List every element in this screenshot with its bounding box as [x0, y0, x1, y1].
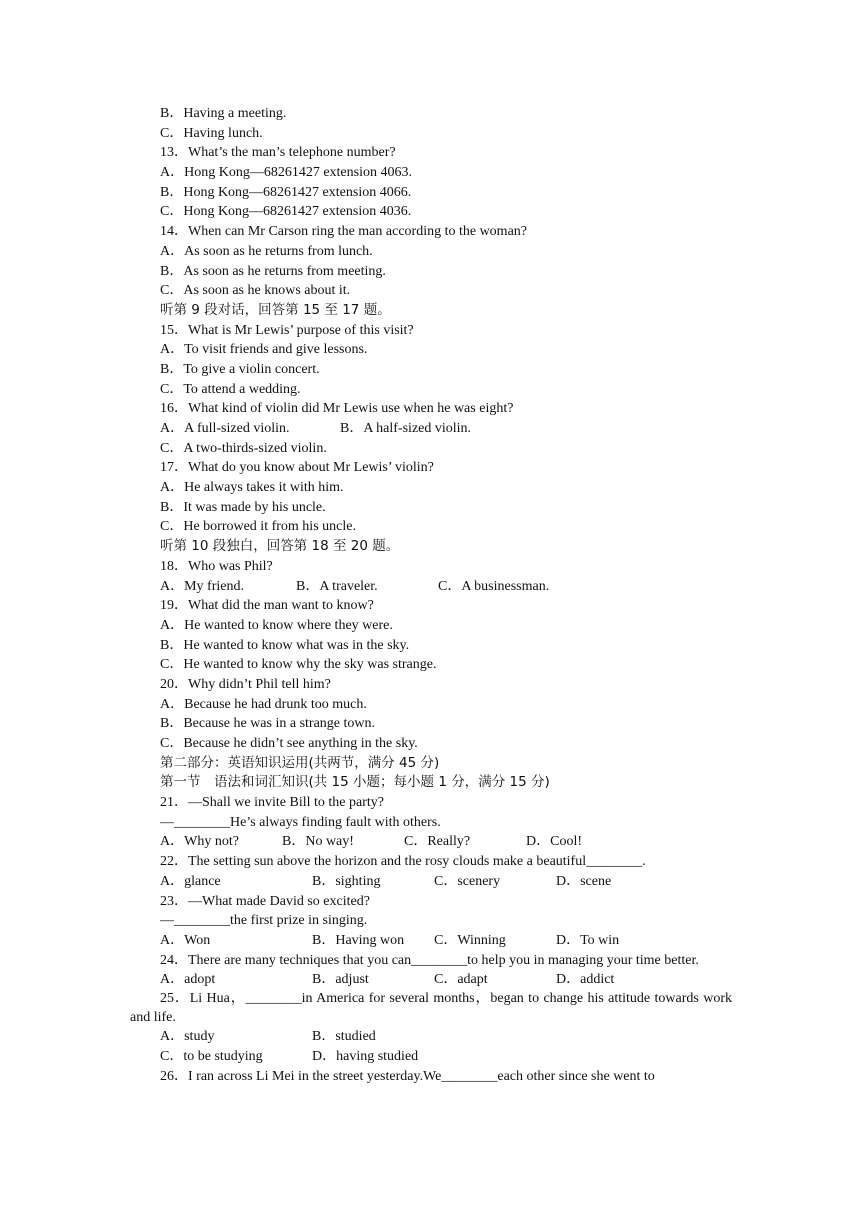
question-line: 20．Why didn’t Phil tell him?	[160, 676, 331, 692]
option-c: C．adapt	[434, 971, 488, 987]
option-a: A．Won	[160, 932, 211, 948]
option-c: C．to be studying	[160, 1048, 263, 1064]
option-a: A．Why not?	[160, 834, 239, 850]
option-b: B．A traveler.	[296, 578, 378, 594]
option-a: A．study	[160, 1029, 215, 1045]
section-instruction: 听第 10 段独白，回答第 18 至 20 题。	[160, 538, 400, 555]
options-row	[130, 832, 732, 852]
option-line: C．A two-thirds-sized violin.	[160, 440, 327, 456]
option-line: C．Because he didn’t see anything in the sky.	[160, 736, 418, 751]
question-paragraph: 25．Li Hua，________in America for several months，began to change his attitude towards work and life.	[130, 991, 732, 1026]
option-a: A．glance	[160, 873, 221, 889]
part-heading: 第二部分：英语知识运用(共两节，满分 45 分)	[160, 754, 440, 771]
option-line: C．He borrowed it from his uncle.	[160, 519, 356, 535]
options-row	[130, 577, 732, 597]
option-line: A．He wanted to know where they were.	[160, 617, 393, 633]
option-c: C．scenery	[434, 873, 501, 889]
option-line: B．As soon as he returns from meeting.	[160, 263, 386, 279]
question-line: 22．The setting sun above the horizon and the rosy clouds make a beautiful________.	[160, 854, 646, 870]
option-line: C．Hong Kong—68261427 extension 4036.	[160, 204, 412, 220]
option-b: B．Having won	[312, 932, 405, 948]
section-heading: 第一节 语法和词汇知识(共 15 小题；每小题 1 分，满分 15 分)	[160, 774, 550, 791]
question-line: 23．—What made David so excited?	[160, 893, 370, 909]
option-line: B．Because he was in a strange town.	[160, 716, 375, 732]
option-line: A．To visit friends and give lessons.	[160, 342, 368, 358]
option-line: C．As soon as he knows about it.	[160, 283, 351, 299]
option-a: A．A full-sized violin.	[160, 421, 290, 436]
option-c: C．Winning	[434, 932, 506, 948]
option-b: B．adjust	[312, 971, 369, 987]
question-line: 17．What do you know about Mr Lewis’ violin?	[160, 460, 434, 476]
option-a: A．My friend.	[160, 578, 244, 594]
option-line: C．Having lunch.	[160, 125, 263, 141]
option-b: B．No way!	[282, 834, 354, 850]
option-line: B．He wanted to know what was in the sky.	[160, 637, 410, 653]
question-line: 13．What’s the man’s telephone number?	[160, 145, 396, 161]
option-line: C．To attend a wedding.	[160, 381, 301, 397]
option-d: D．having studied	[312, 1048, 419, 1064]
option-d: D．To win	[556, 932, 620, 948]
question-paragraph: 26．I ran across Li Mei in the street yesterday.We________each other since she went to	[160, 1068, 655, 1084]
option-d: D．Cool!	[526, 834, 582, 850]
option-line: A．As soon as he returns from lunch.	[160, 243, 373, 259]
options-row	[130, 1027, 732, 1047]
question-paragraph: 24．There are many techniques that you can________to help you in managing your time better.	[160, 952, 699, 968]
option-line: A．He always takes it with him.	[160, 480, 344, 496]
question-line: —________the first prize in singing.	[160, 913, 368, 929]
options-row	[130, 931, 732, 951]
option-b: B．studied	[312, 1029, 376, 1045]
question-line: 16．What kind of violin did Mr Lewis use when he was eight?	[160, 401, 514, 417]
options-row	[130, 872, 732, 892]
document-body	[130, 104, 732, 1086]
question-line: 15．What is Mr Lewis’ purpose of this visit?	[160, 322, 414, 338]
option-line: B．Hong Kong—68261427 extension 4066.	[160, 184, 412, 200]
option-c: C．Really?	[404, 834, 471, 850]
section-instruction: 听第 9 段对话，回答第 15 至 17 题。	[160, 301, 391, 318]
option-d: D．addict	[556, 971, 615, 987]
option-a: A．adopt	[160, 971, 216, 987]
question-line: 18．Who was Phil?	[160, 558, 273, 574]
option-line: A．Because he had drunk too much.	[160, 696, 367, 712]
option-line: B．To give a violin concert.	[160, 361, 320, 377]
option-line: A．Hong Kong—68261427 extension 4063.	[160, 165, 412, 181]
options-row	[130, 970, 732, 990]
option-d: D．scene	[556, 873, 612, 889]
option-c: C．A businessman.	[438, 578, 550, 594]
question-line: —________He’s always finding fault with others.	[160, 814, 441, 830]
option-line: C．He wanted to know why the sky was strange.	[160, 657, 437, 673]
question-line: 14．When can Mr Carson ring the man according to the woman?	[160, 224, 528, 240]
option-line: B．It was made by his uncle.	[160, 499, 326, 515]
question-line: 19．What did the man want to know?	[160, 598, 374, 614]
options-row	[130, 419, 732, 439]
option-b: B．A half-sized violin.	[340, 421, 472, 436]
options-row	[130, 1047, 732, 1067]
option-b: B．sighting	[312, 873, 381, 889]
option-line: B．Having a meeting.	[160, 106, 287, 121]
question-line: 21．—Shall we invite Bill to the party?	[160, 795, 384, 811]
